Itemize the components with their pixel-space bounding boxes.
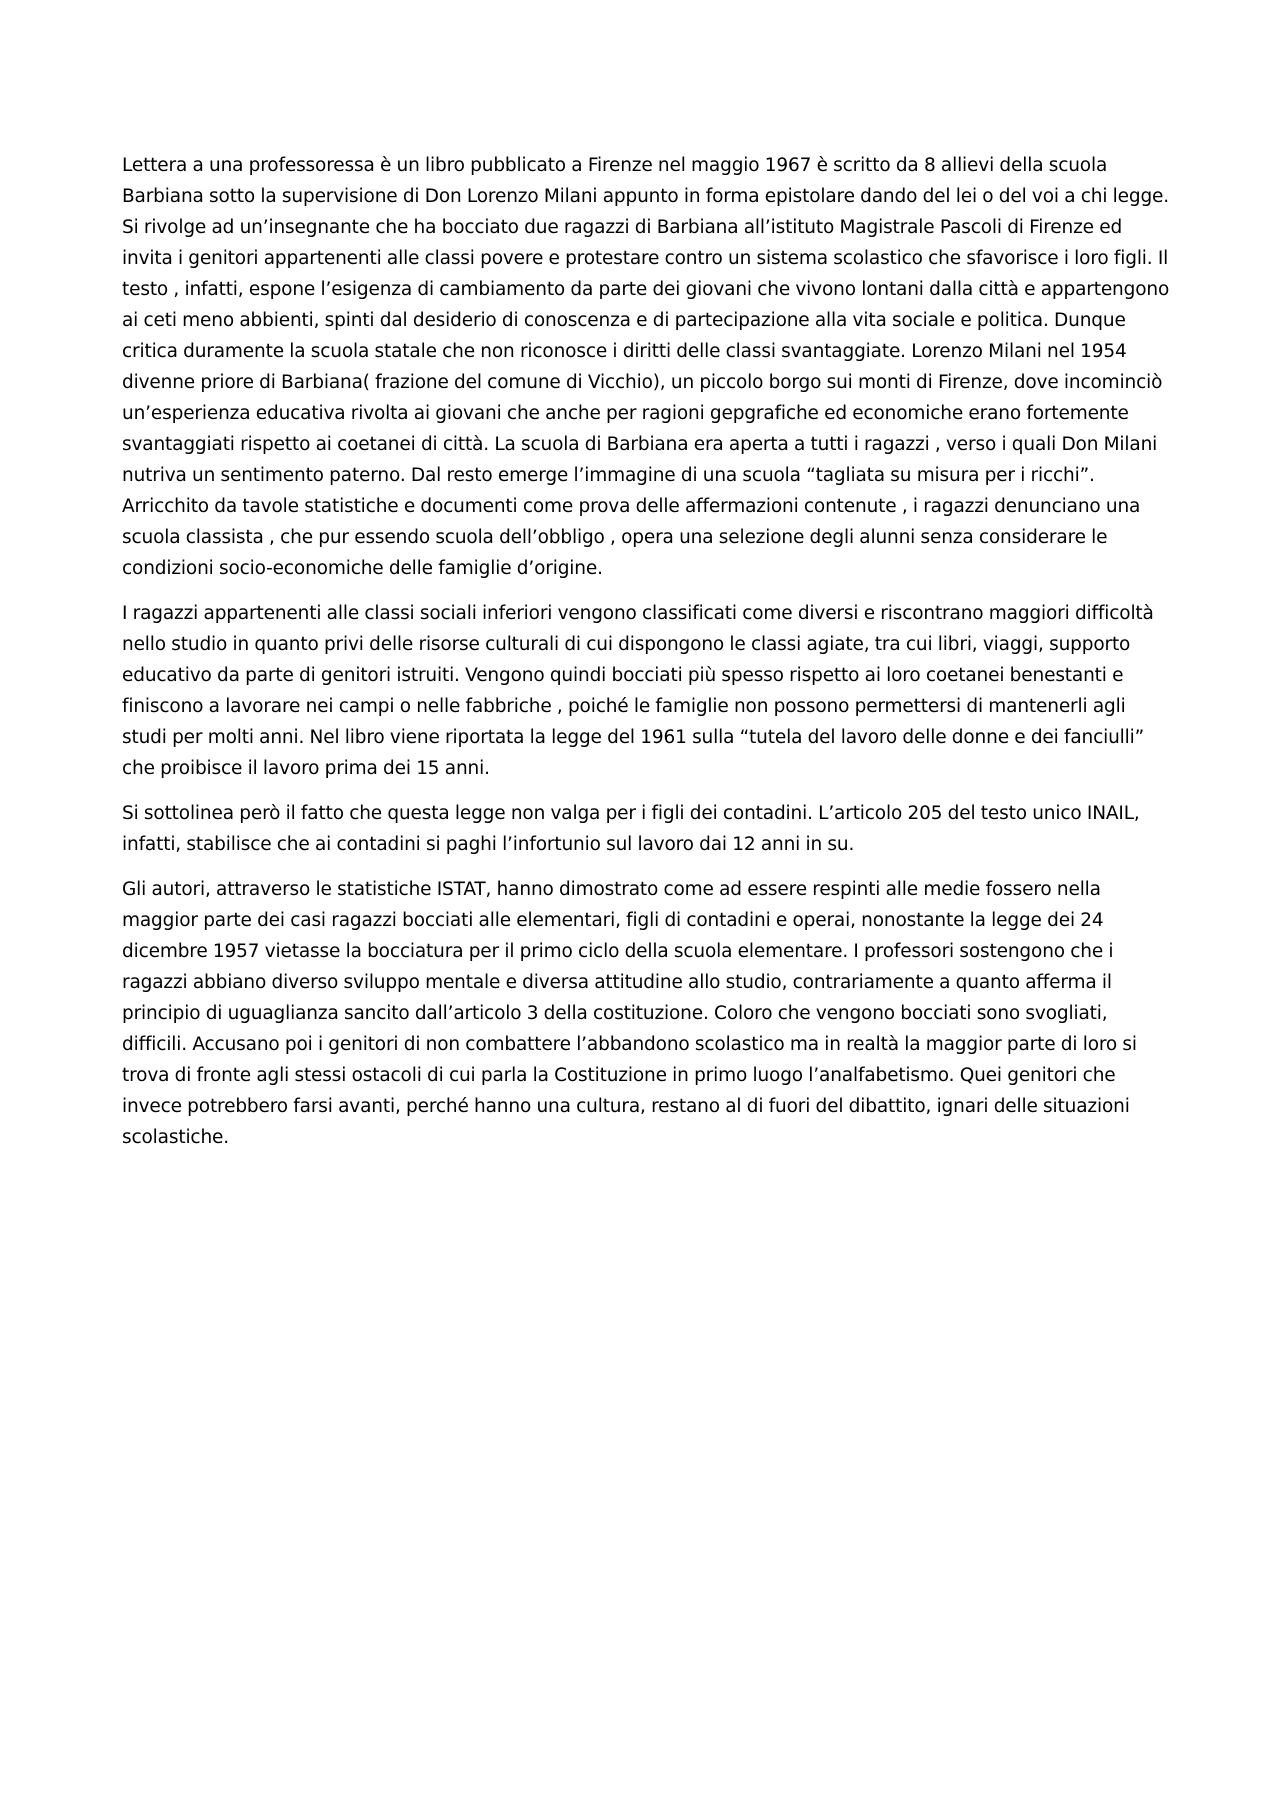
paragraph-3: Si sottolinea però il fatto che questa legge non valga per i figli dei contadini. L’articolo 205 del testo unico INAIL, infatti, stabilisce che ai contadini si paghi l’infortunio sul lavoro dai 12 anni in su. bbox=[122, 803, 1140, 855]
document-body bbox=[122, 150, 1172, 1167]
paragraph-1: Lettera a una professoressa è un libro pubblicato a Firenze nel maggio 1967 è scritto da 8 allievi della scuola Barbiana sotto la supervisione di Don Lorenzo Milani appunto in forma epistolare dando del lei o del voi a chi legge. Si rivolge ad un’insegnante che ha bocciato due ragazzi di Barbiana all’istituto Magistrale Pascoli di Firenze ed invita i genitori appartenenti alle classi povere e protestare contro un sistema scolastico che sfavorisce i loro figli. Il testo , infatti, espone l’esigenza di cambiamento da parte dei giovani che vivono lontani dalla città e appartengono ai ceti meno abbienti, spinti dal desiderio di conoscenza e di partecipazione alla vita sociale e politica. Dunque critica duramente la scuola statale che non riconosce i diritti delle classi svantaggiate. Lorenzo Milani nel 1954 divenne priore di Barbiana( frazione del comune di Vicchio), un piccolo borgo sui monti di Firenze, dove incominciò un’esperienza educativa rivolta ai giovani che anche per ragioni gepgrafiche ed economiche erano fortemente svantaggiati rispetto ai coetanei di città. La scuola di Barbiana era aperta a tutti i ragazzi , verso i quali Don Milani nutriva un sentimento paterno. Dal resto emerge l’immagine di una scuola “tagliata su misura per i ricchi”. Arricchito da tavole statistiche e documenti come prova delle affermazioni contenute , i ragazzi denunciano una scuola classista , che pur essendo scuola dell’obbligo , opera una selezione degli alunni senza considerare le condizioni socio-economiche delle famiglie d’origine. bbox=[122, 155, 1170, 579]
paragraph-4: Gli autori, attraverso le statistiche ISTAT, hanno dimostrato come ad essere respinti alle medie fossero nella maggior parte dei casi ragazzi bocciati alle elementari, figli di contadini e operai, nonostante la legge dei 24 dicembre 1957 vietasse la bocciatura per il primo ciclo della scuola elementare. I professori sostengono che i ragazzi abbiano diverso sviluppo mentale e diversa attitudine allo studio, contrariamente a quanto afferma il principio di uguaglianza sancito dall’articolo 3 della costituzione. Coloro che vengono bocciati sono svogliati, difficili. Accusano poi i genitori di non combattere l’abbandono scolastico ma in realtà la maggior parte di loro si trova di fronte agli stessi ostacoli di cui parla la Costituzione in primo luogo l’analfabetismo. Quei genitori che invece potrebbero farsi avanti, perché hanno una cultura, restano al di fuori del dibattito, ignari delle situazioni scolastiche. bbox=[122, 879, 1137, 1148]
paragraph-2: I ragazzi appartenenti alle classi sociali inferiori vengono classificati come diversi e riscontrano maggiori difficoltà nello studio in quanto privi delle risorse culturali di cui dispongono le classi agiate, tra cui libri, viaggi, supporto educativo da parte di genitori istruiti. Vengono quindi bocciati più spesso rispetto ai loro coetanei benestanti e finiscono a lavorare nei campi o nelle fabbriche , poiché le famiglie non possono permettersi di mantenerli agli studi per molti anni. Nel libro viene riportata la legge del 1961 sulla “tutela del lavoro delle donne e dei fanciulli” che proibisce il lavoro prima dei 15 anni. bbox=[122, 603, 1154, 779]
